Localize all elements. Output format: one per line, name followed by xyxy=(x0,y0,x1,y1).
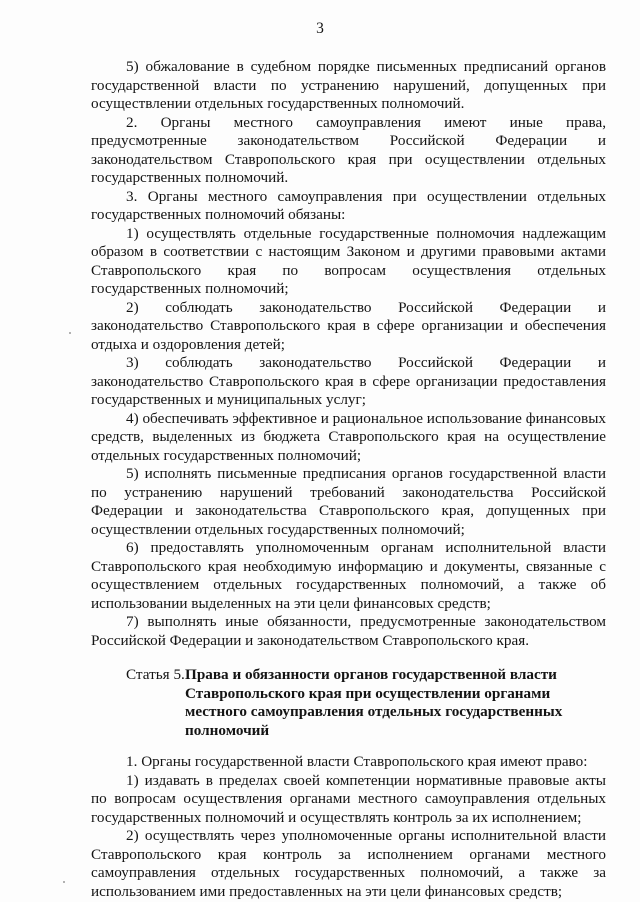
article-title: Права и обязанности органов государственной власти Ставропольского края при осуществлении органами местного самоуправления отдельных государственных полномочий xyxy=(185,666,563,739)
page-number: 3 xyxy=(316,20,324,37)
obligation-item-6: 6) предоставлять уполномоченным органам исполнительной власти Ставропольского края необходимую информацию и документы, связанные с осуществлением отдельных государственных полномочий, а также об использовании выделенных на эти цели финансовых средств; xyxy=(91,539,606,612)
paragraph-obligations-intro: 3. Органы местного самоуправления при осуществлении отдельных государственных полномочий обязаны: xyxy=(91,187,606,223)
paragraph-other-rights: 2. Органы местного самоуправления имеют иные права, предусмотренные законодательством Российской Федерации и законодательством Ставропольского края при осуществлении отдельных государственных полномочий. xyxy=(91,113,606,186)
scan-speck xyxy=(63,881,65,883)
document-body xyxy=(91,58,606,901)
state-right-item-1: 1) издавать в пределах своей компетенции нормативные правовые акты по вопросам осуществления органами местного самоуправления отдельных государственных полномочий и осуществлять контроль за их исполнением; xyxy=(91,771,606,826)
article-label: Статья 5. xyxy=(126,666,185,683)
paragraph-appeal-prescriptions: 5) обжалование в судебном порядке письменных предписаний органов государственной власти по устранению нарушений, допущенных при осуществлении отдельных государственных полномочий. xyxy=(91,58,606,112)
obligation-item-2: 2) соблюдать законодательство Российской Федерации и законодательство Ставропольского края в сфере организации и обеспечения отдыха и оздоровления детей; xyxy=(91,298,606,353)
article-heading xyxy=(91,666,606,740)
obligation-item-4: 4) обеспечивать эффективное и рациональное использование финансовых средств, выделенных из бюджета Ставропольского края на осуществление отдельных государственных полномочий; xyxy=(91,409,606,464)
obligation-item-3: 3) соблюдать законодательство Российской Федерации и законодательство Ставропольского края в сфере организации предоставления государственных и муниципальных услуг; xyxy=(91,354,606,408)
obligation-item-7: 7) выполнять иные обязанности, предусмотренные законодательством Российской Федерации и законодательством Ставропольского края. xyxy=(91,613,606,649)
scan-speck xyxy=(69,332,71,334)
obligation-item-1: 1) осуществлять отдельные государственные полномочия надлежащим образом в соответствии с настоящим Законом и другими правовыми актами Ставропольского края по вопросам осуществления отдельных государственных полномочий; xyxy=(91,224,606,297)
paragraph-state-rights-intro: 1. Органы государственной власти Ставропольского края имеют право: xyxy=(126,753,588,770)
state-right-item-2: 2) осуществлять через уполномоченные органы исполнительной власти Ставропольского края контроль за исполнением органами местного самоуправления отдельных государственных полномочий, а также за использованием ими предоставленных на эти цели финансовых средств; xyxy=(91,827,606,900)
obligation-item-5: 5) исполнять письменные предписания органов государственной власти по устранению нарушений требований законодательства Российской Федерации и законодательства Ставропольского края, допущенных при осуществлении отдельных государственных полномочий; xyxy=(91,465,606,538)
